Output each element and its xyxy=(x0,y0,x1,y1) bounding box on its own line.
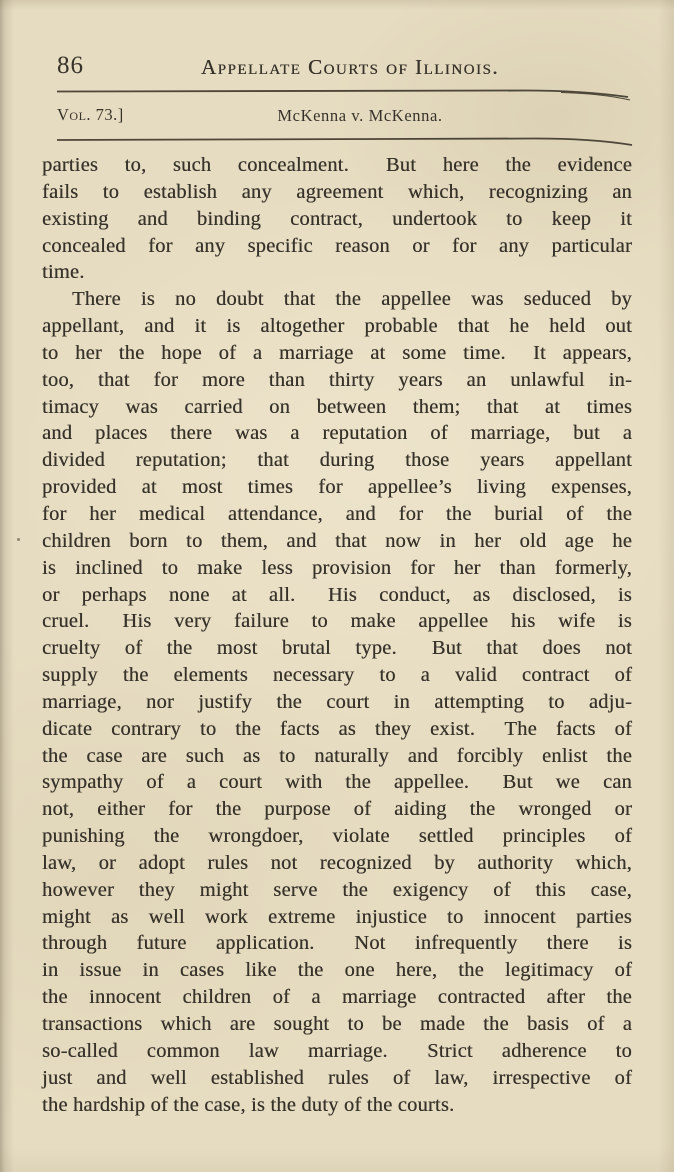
text-line: however they might serve the exigency of this case, xyxy=(42,878,632,901)
text-line: and places there was a reputation of marriage, but a xyxy=(42,422,632,445)
text-line: through future application. Not infrequently there is xyxy=(42,932,632,955)
text-line: too, that for more than thirty years an unlawful in- xyxy=(42,368,632,391)
opinion-text xyxy=(42,152,632,1118)
text-line: dicate contrary to the facts as they exist. The facts of xyxy=(42,717,632,740)
case-title: McKenna v. McKenna. xyxy=(277,106,443,125)
text-line: cruel. His very failure to make appellee his wife is xyxy=(42,610,632,633)
text-line: not, either for the purpose of aiding the wronged or xyxy=(42,798,632,821)
text-line: time. xyxy=(42,261,85,284)
text-line: concealed for any specific reason or for any particular xyxy=(42,234,632,257)
text-line: or perhaps none at all. His conduct, as disclosed, is xyxy=(42,583,632,606)
text-line: children born to them, and that now in her old age he xyxy=(42,529,632,552)
text-line: supply the elements necessary to a valid contract of xyxy=(42,664,632,687)
text-line: existing and binding contract, undertook to keep it xyxy=(42,207,632,230)
volume-label: Vol. 73.] xyxy=(57,105,124,124)
text-line: transactions which are sought to be made the basis of a xyxy=(42,1013,632,1035)
text-line: fails to establish any agreement which, recognizing an xyxy=(42,180,632,203)
paper-speck xyxy=(17,538,20,541)
text-line: so-called common law marriage. Strict adherence to xyxy=(42,1039,632,1062)
text-line: law, or adopt rules not recognized by authority which, xyxy=(42,851,632,874)
running-title: Appellate Courts of Illinois. xyxy=(200,55,500,79)
text-line: sympathy of a court with the appellee. But we can xyxy=(42,771,632,794)
text-line: is inclined to make less provision for her than formerly, xyxy=(42,556,632,579)
text-line: might as well work extreme injustice to innocent parties xyxy=(42,905,632,928)
text-line: timacy was carried on between them; that at times xyxy=(42,395,632,418)
text-line: the hardship of the case, is the duty of the courts. xyxy=(42,1093,455,1116)
text-line: marriage, nor justify the court in attempting to adju- xyxy=(42,690,632,713)
text-line: punishing the wrongdoer, violate settled principles of xyxy=(42,825,632,848)
text-line: cruelty of the most brutal type. But that does not xyxy=(42,637,632,660)
page-number: 86 xyxy=(57,52,84,79)
text-line: divided reputation; that during those years appellant xyxy=(42,449,632,472)
text-line: There is no doubt that the appellee was seduced by xyxy=(72,288,632,311)
text-line: just and well established rules of law, irrespective of xyxy=(42,1066,632,1089)
text-line: to her the hope of a marriage at some time. It appears, xyxy=(42,341,632,364)
text-line: the innocent children of a marriage contracted after the xyxy=(42,986,632,1009)
text-line: parties to, such concealment. But here the evidence xyxy=(42,154,632,176)
text-line: the case are such as to naturally and forcibly enlist the xyxy=(42,744,632,767)
header-rule-top xyxy=(56,87,634,101)
text-line: provided at most times for appellee’s living expenses, xyxy=(42,476,632,499)
text-line: in issue in cases like the one here, the legitimacy of xyxy=(42,959,632,982)
text-line: appellant, and it is altogether probable that he held out xyxy=(42,315,632,338)
text-line: for her medical attendance, and for the burial of the xyxy=(42,502,632,525)
header-rule-bottom xyxy=(56,135,636,149)
